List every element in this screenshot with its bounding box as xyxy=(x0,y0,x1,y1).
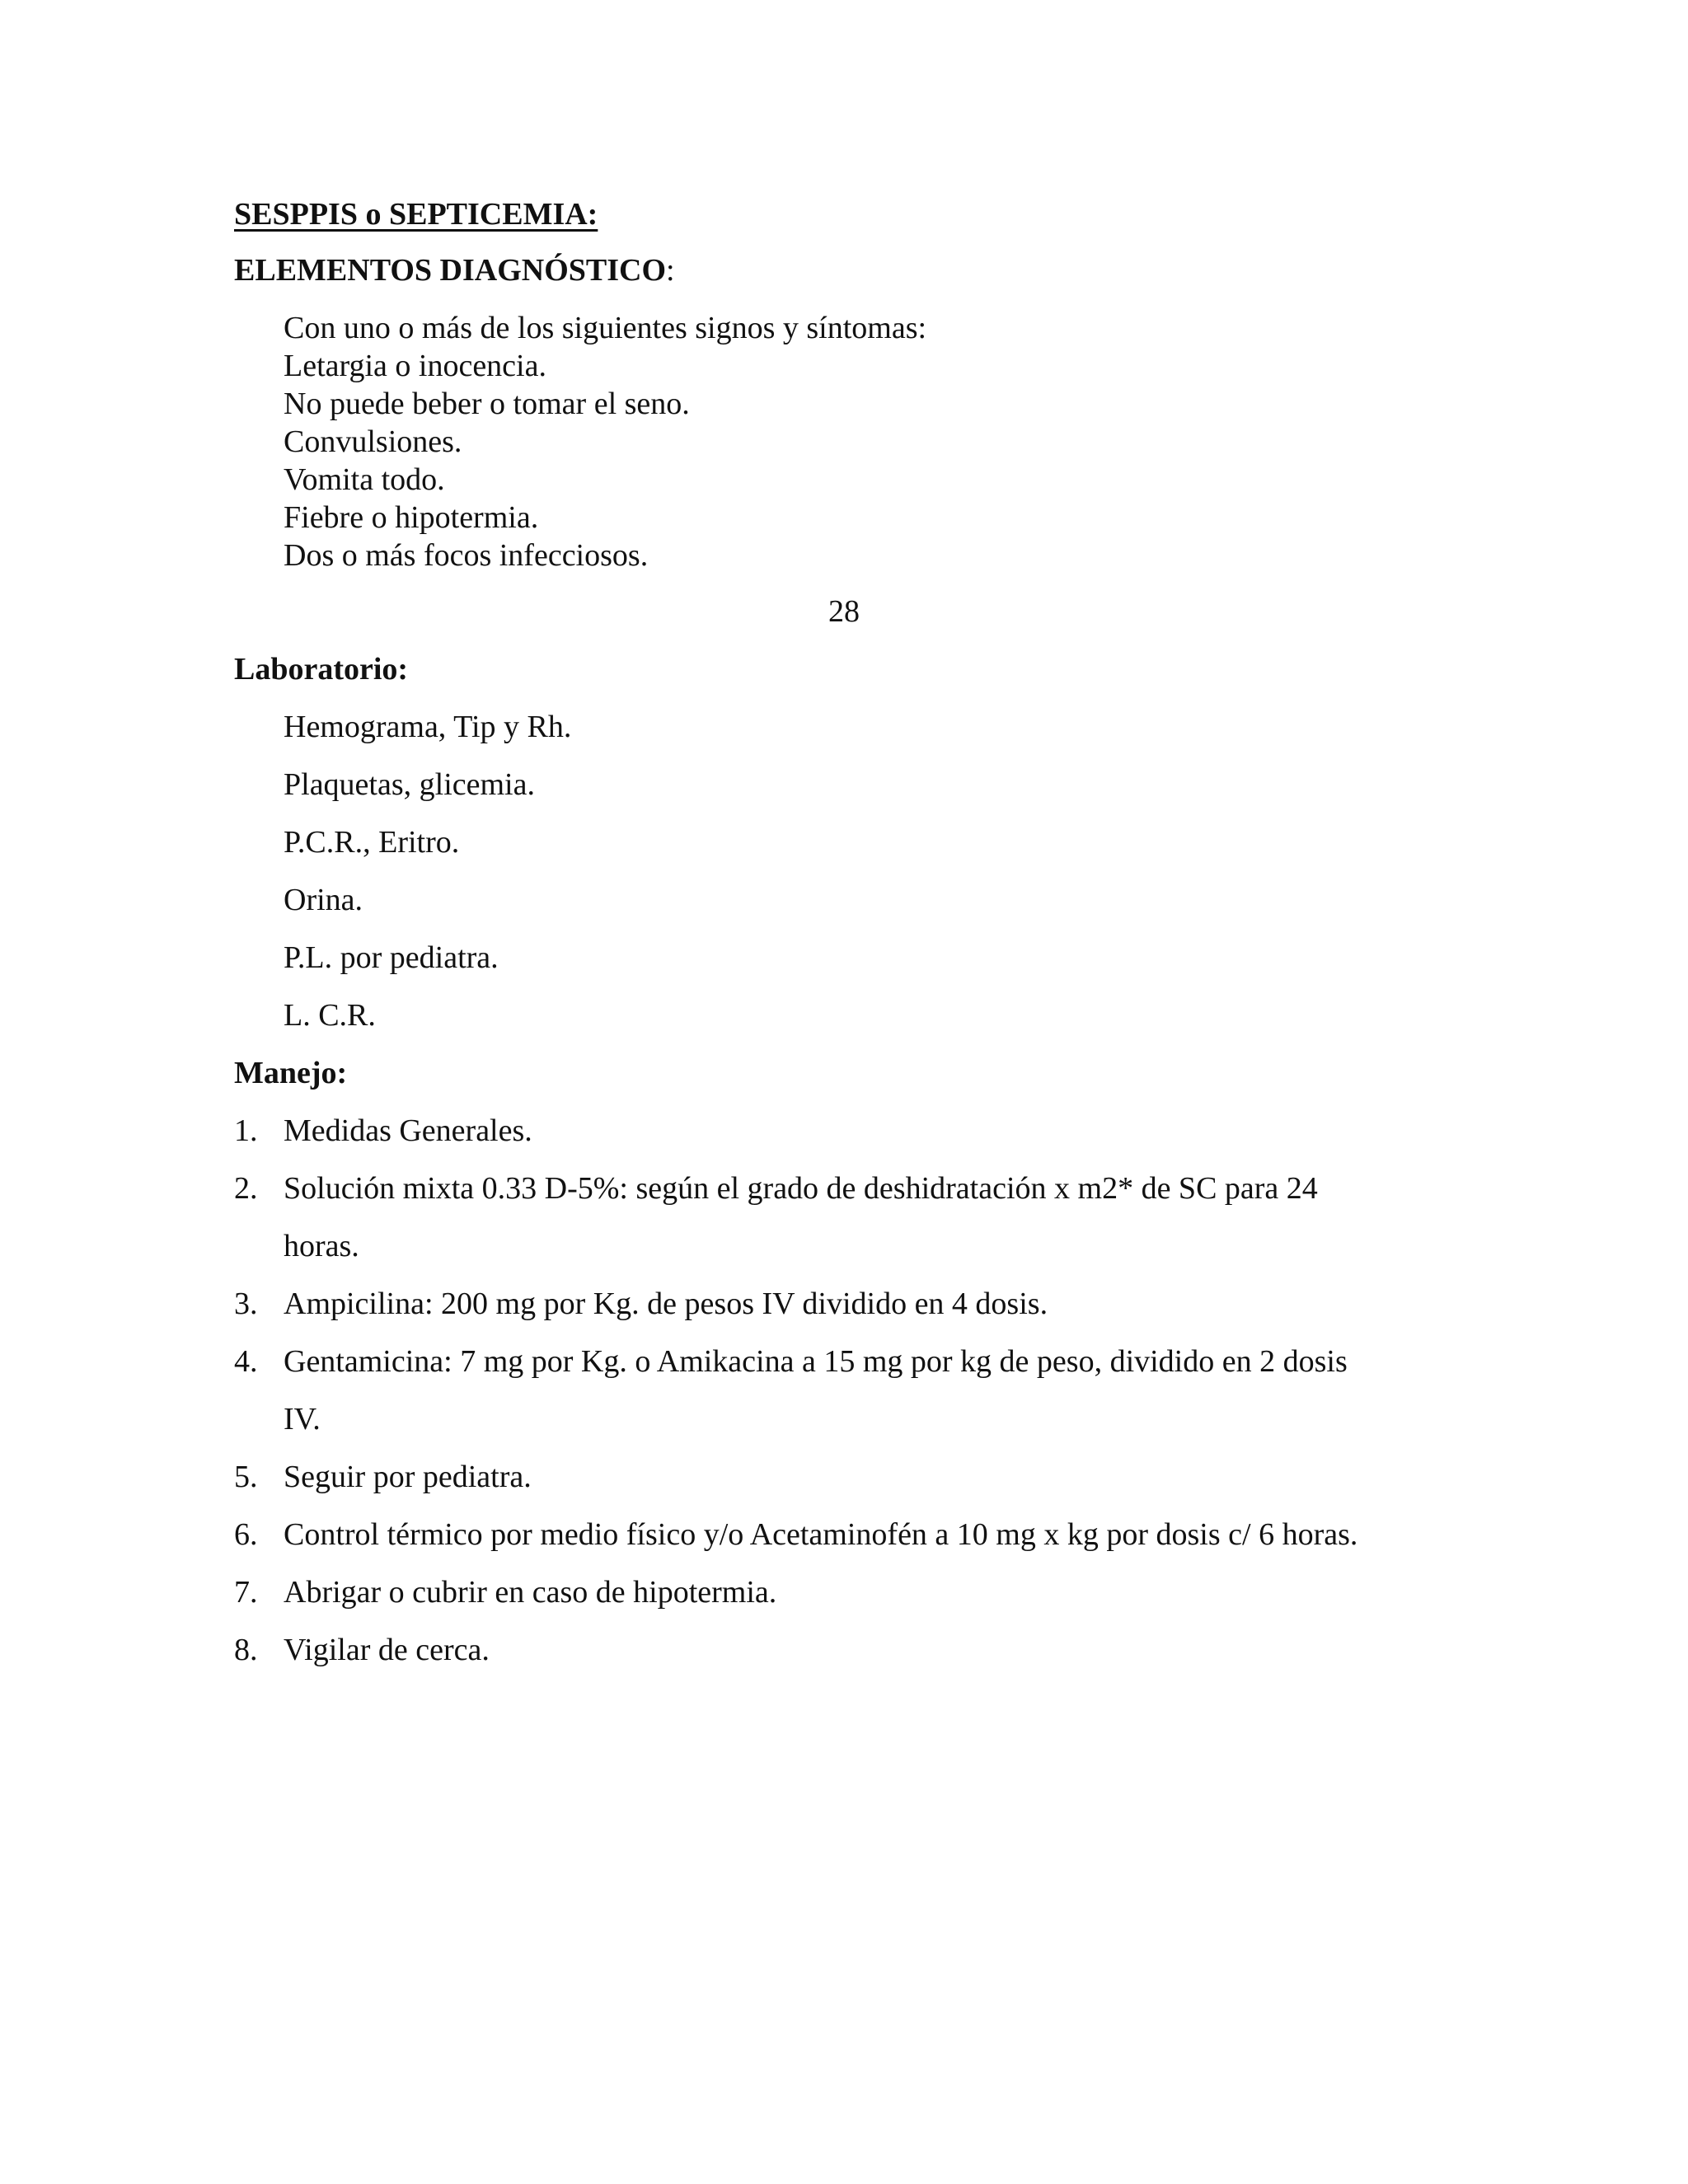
manejo-item-number: 2. xyxy=(234,1171,258,1206)
manejo-heading: Manejo: xyxy=(234,1056,348,1090)
manejo-item-text: Medidas Generales. xyxy=(284,1113,532,1148)
manejo-item-text: Control térmico por medio físico y/o Acetaminofén a 10 mg x kg por dosis c/ 6 horas. xyxy=(284,1517,1358,1552)
diagnostic-line: No puede beber o tomar el seno. xyxy=(284,387,690,421)
page-title: SESPPIS o SEPTICEMIA: xyxy=(234,197,598,232)
lab-item: L. C.R. xyxy=(284,998,376,1033)
manejo-item-number: 6. xyxy=(234,1517,258,1552)
diagnostic-line: Convulsiones. xyxy=(284,424,462,459)
page-number: 28 xyxy=(828,594,860,629)
manejo-item-text: IV. xyxy=(284,1402,321,1436)
diagnostic-line: Letargia o inocencia. xyxy=(284,349,546,383)
diagnostic-line: Fiebre o hipotermia. xyxy=(284,500,539,535)
manejo-item-number: 3. xyxy=(234,1286,258,1321)
lab-item: P.L. por pediatra. xyxy=(284,940,499,975)
diagnostic-line: Dos o más focos infecciosos. xyxy=(284,538,649,573)
manejo-item-number: 5. xyxy=(234,1460,258,1494)
manejo-item-text: Vigilar de cerca. xyxy=(284,1633,490,1667)
manejo-item-text: Solución mixta 0.33 D-5%: según el grado de deshidratación x m2* de SC para 24 xyxy=(284,1171,1318,1206)
lab-item: Plaquetas, glicemia. xyxy=(284,767,535,802)
diagnostic-heading xyxy=(234,252,675,288)
manejo-item-text: Gentamicina: 7 mg por Kg. o Amikacina a 15 mg por kg de peso, dividido en 2 dosis xyxy=(284,1344,1348,1379)
lab-item: Hemograma, Tip y Rh. xyxy=(284,710,572,744)
manejo-item-number: 4. xyxy=(234,1344,258,1379)
manejo-item-text: Ampicilina: 200 mg por Kg. de pesos IV dividido en 4 dosis. xyxy=(284,1286,1048,1321)
manejo-item-text: Abrigar o cubrir en caso de hipotermia. xyxy=(284,1575,777,1610)
manejo-item-number: 7. xyxy=(234,1575,258,1610)
lab-item: Orina. xyxy=(284,883,363,917)
manejo-item-number: 8. xyxy=(234,1633,258,1667)
manejo-item-number: 1. xyxy=(234,1113,258,1148)
manejo-item-text: horas. xyxy=(284,1229,359,1263)
manejo-item-text: Seguir por pediatra. xyxy=(284,1460,532,1494)
diagnostic-heading-text: ELEMENTOS DIAGNÓSTICO xyxy=(234,253,667,288)
lab-item: P.C.R., Eritro. xyxy=(284,825,460,860)
diagnostic-line: Vomita todo. xyxy=(284,462,445,497)
diagnostic-line: Con uno o más de los siguientes signos y síntomas: xyxy=(284,311,927,345)
diagnostic-heading-colon: : xyxy=(666,253,675,288)
laboratorio-heading: Laboratorio: xyxy=(234,652,409,687)
